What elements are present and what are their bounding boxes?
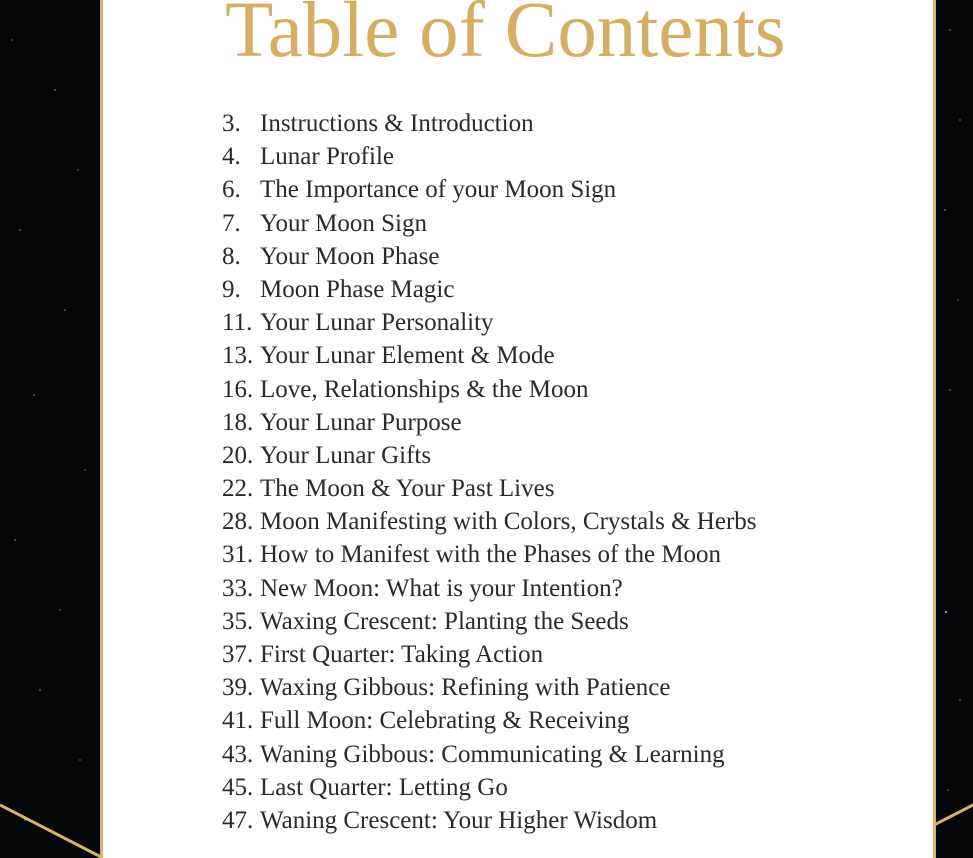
toc-entry-title: Waning Crescent: Your Higher Wisdom xyxy=(260,806,658,834)
toc-entry-title: Love, Relationships & the Moon xyxy=(260,375,589,403)
toc-entry-title: Last Quarter: Letting Go xyxy=(260,773,508,801)
toc-item[interactable] xyxy=(222,572,757,605)
toc-item[interactable] xyxy=(222,207,757,240)
toc-item[interactable] xyxy=(222,140,757,173)
toc-page-number: 33. xyxy=(222,574,254,602)
toc-item[interactable] xyxy=(222,605,757,638)
toc-entry-title: How to Manifest with the Phases of the Moon xyxy=(260,541,722,569)
toc-item[interactable] xyxy=(222,173,757,206)
toc-item[interactable] xyxy=(222,439,757,472)
toc-item[interactable] xyxy=(222,804,757,837)
toc-item[interactable] xyxy=(222,472,757,505)
toc-page-number: 8. xyxy=(222,242,241,270)
toc-page-number: 39. xyxy=(222,674,254,702)
toc-item[interactable] xyxy=(222,107,757,140)
toc-entry-title: First Quarter: Taking Action xyxy=(260,641,544,668)
page-right-border xyxy=(933,0,936,858)
toc-page-number: 11. xyxy=(222,309,253,337)
toc-page-number: 35. xyxy=(222,607,254,635)
toc-page-number: 3. xyxy=(222,110,241,137)
toc-page-number: 47. xyxy=(222,806,254,834)
toc-page-number: 41. xyxy=(222,707,254,735)
toc-entry-title: Instructions & Introduction xyxy=(260,110,534,137)
toc-entry-title: Your Lunar Personality xyxy=(260,309,494,337)
toc-item[interactable] xyxy=(222,406,757,439)
toc-entry-title: Waxing Gibbous: Refining with Patience xyxy=(260,674,671,702)
toc-entry-title: Full Moon: Celebrating & Receiving xyxy=(260,707,630,735)
toc-entry-title: Your Moon Sign xyxy=(260,209,427,237)
toc-item[interactable] xyxy=(222,373,757,406)
toc-item[interactable] xyxy=(222,771,757,804)
toc-entry-title: Your Lunar Gifts xyxy=(260,441,432,469)
toc-item[interactable] xyxy=(222,306,757,339)
toc-item[interactable] xyxy=(222,273,757,306)
toc-item[interactable] xyxy=(222,505,757,538)
toc-entry-title: Moon Manifesting with Colors, Crystals & Herbs xyxy=(260,508,757,536)
toc-entry-title: Waning Gibbous: Communicating & Learning xyxy=(260,740,725,768)
toc-page-number: 4. xyxy=(222,143,241,171)
toc-item[interactable] xyxy=(222,671,757,704)
toc-item[interactable] xyxy=(222,638,757,671)
toc-page-number: 43. xyxy=(222,740,254,768)
toc-page-number: 13. xyxy=(222,342,254,370)
toc-page-number: 37. xyxy=(222,641,254,668)
toc-entry-title: New Moon: What is your Intention? xyxy=(260,574,623,602)
toc-page-number: 9. xyxy=(222,275,241,303)
toc-entry-title: Your Lunar Element & Mode xyxy=(260,342,555,370)
toc-page-number: 18. xyxy=(222,408,254,436)
toc-page-number: 6. xyxy=(222,176,241,204)
table-of-contents-list xyxy=(222,107,757,837)
toc-entry-title: Your Moon Phase xyxy=(260,242,440,270)
toc-item[interactable] xyxy=(222,738,757,771)
toc-page-number: 20. xyxy=(222,441,254,469)
toc-entry-title: Your Lunar Purpose xyxy=(260,408,462,436)
toc-entry-title: The Importance of your Moon Sign xyxy=(260,176,617,204)
toc-page-number: 28. xyxy=(222,508,254,536)
toc-page-number: 7. xyxy=(222,209,241,237)
page-left-border xyxy=(100,0,103,858)
toc-item[interactable] xyxy=(222,704,757,737)
toc-page-number: 45. xyxy=(222,773,254,801)
page-title: Table of Contents xyxy=(225,0,786,74)
toc-item[interactable] xyxy=(222,538,757,571)
toc-page-number: 22. xyxy=(222,475,254,503)
toc-entry-title: Lunar Profile xyxy=(260,143,394,171)
toc-entry-title: The Moon & Your Past Lives xyxy=(260,475,555,503)
toc-item[interactable] xyxy=(222,240,757,273)
toc-entry-title: Waxing Crescent: Planting the Seeds xyxy=(260,607,629,635)
toc-page-number: 31. xyxy=(222,541,254,569)
toc-page-number: 16. xyxy=(222,375,254,403)
toc-entry-title: Moon Phase Magic xyxy=(260,275,455,303)
toc-item[interactable] xyxy=(222,339,757,372)
